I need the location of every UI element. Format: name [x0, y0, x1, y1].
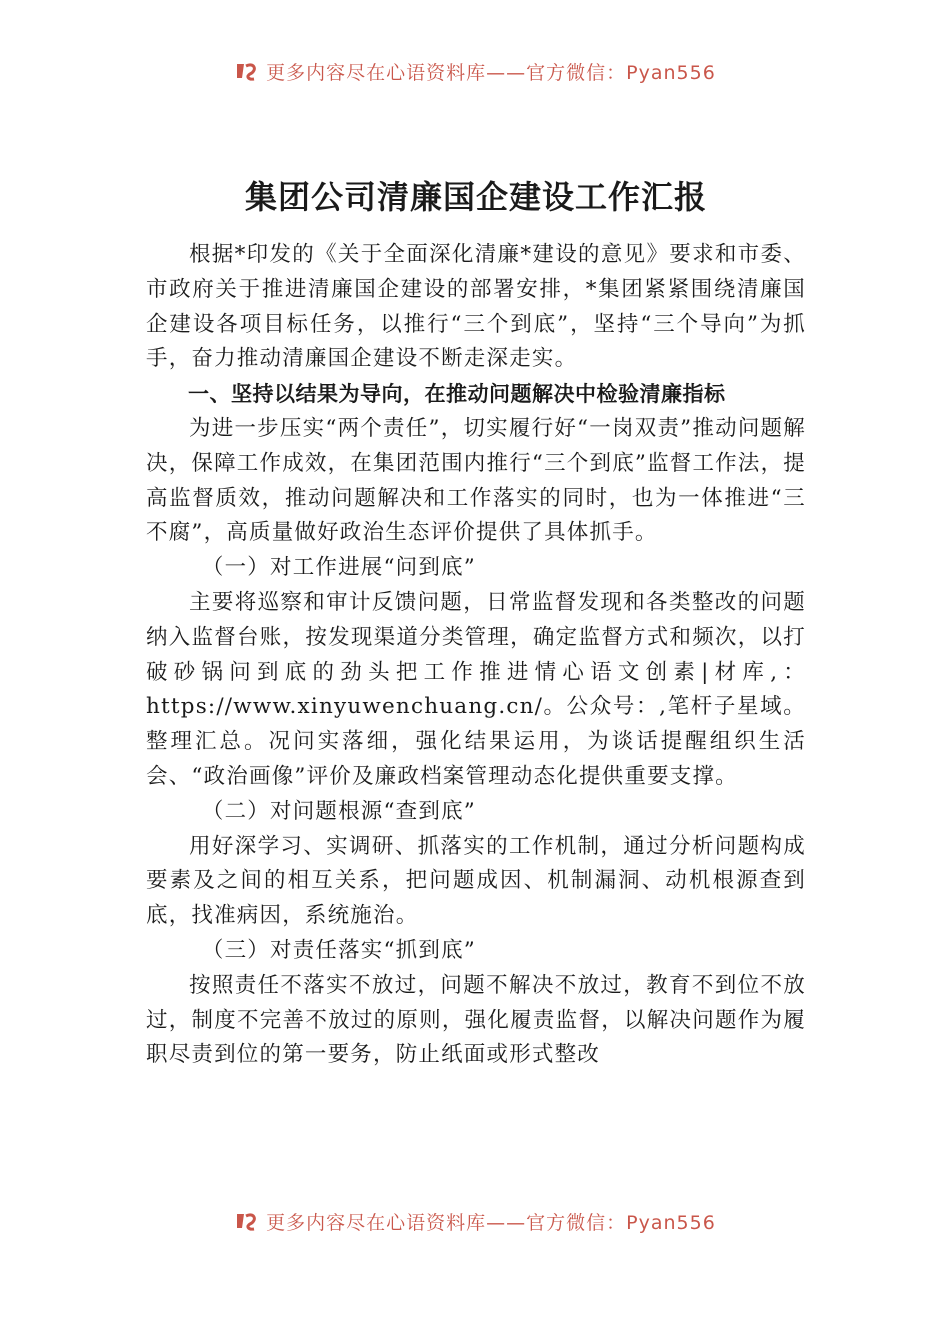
body-paragraph: 主要将巡察和审计反馈问题，日常监督发现和各类整改的问题纳入监督台账，按发现渠道分类管理，确定监督方式和频次，以打破砂锅问到底的劲头把工作推进情心语文创素|材库,：https://www.xinyuwenchuang.cn/。公众号：,笔杆子星域。整理汇总。况问实落细，强化结果运用，为谈话提醒组织生活会、“政治画像”评价及廉政档案管理动态化提供重要支撑。 — [146, 589, 806, 789]
document-title: 集团公司清廉国企建设工作汇报 — [244, 178, 707, 216]
header-banner — [0, 56, 950, 86]
body-paragraph: 用好深学习、实调研、抓落实的工作机制，通过分析问题构成要素及之间的相互关系，把问题成因、机制漏洞、动机根源查到底，找准病因，系统施治。 — [146, 833, 806, 929]
brand-logo-icon — [234, 1210, 260, 1232]
body-paragraph: 按照责任不落实不放过，问题不解决不放过，教育不到位不放过，制度不完善不放过的原则，强化履责监督，以解决问题作为履职尽责到位的第一要务，防止纸面或形式整改 — [146, 972, 806, 1068]
subsection-heading-2: （二）对问题根源“查到底” — [201, 798, 476, 824]
banner-text: 更多内容尽在心语资料库——官方微信：Pyan556 — [266, 61, 716, 84]
section-heading-1: 一、坚持以结果为导向，在推动问题解决中检验清廉指标 — [188, 382, 726, 407]
brand-logo-icon — [234, 60, 260, 82]
body-paragraph: 为进一步压实“两个责任”，切实履行好“一岗双责”推动问题解决，保障工作成效，在集团范围内推行“三个到底”监督工作法，提高监督质效，推动问题解决和工作落实的同时，也为一体推进“三不腐”，高质量做好政治生态评价提供了具体抓手。 — [146, 415, 806, 546]
subsection-heading-1: （一）对工作进展“问到底” — [201, 555, 476, 581]
banner-text: 更多内容尽在心语资料库——官方微信：Pyan556 — [266, 1211, 716, 1234]
subsection-heading-3: （三）对责任落实“抓到底” — [201, 937, 476, 963]
document-page — [146, 172, 806, 1073]
intro-paragraph: 根据*印发的《关于全面深化清廉*建设的意见》要求和市委、市政府关于推进清廉国企建设的部署安排，*集团紧紧围绕清廉国企建设各项目标任务，以推行“三个到底”，坚持“三个导向”为抓手，奋力推动清廉国企建设不断走深走实。 — [146, 242, 806, 372]
footer-banner — [0, 1206, 950, 1236]
